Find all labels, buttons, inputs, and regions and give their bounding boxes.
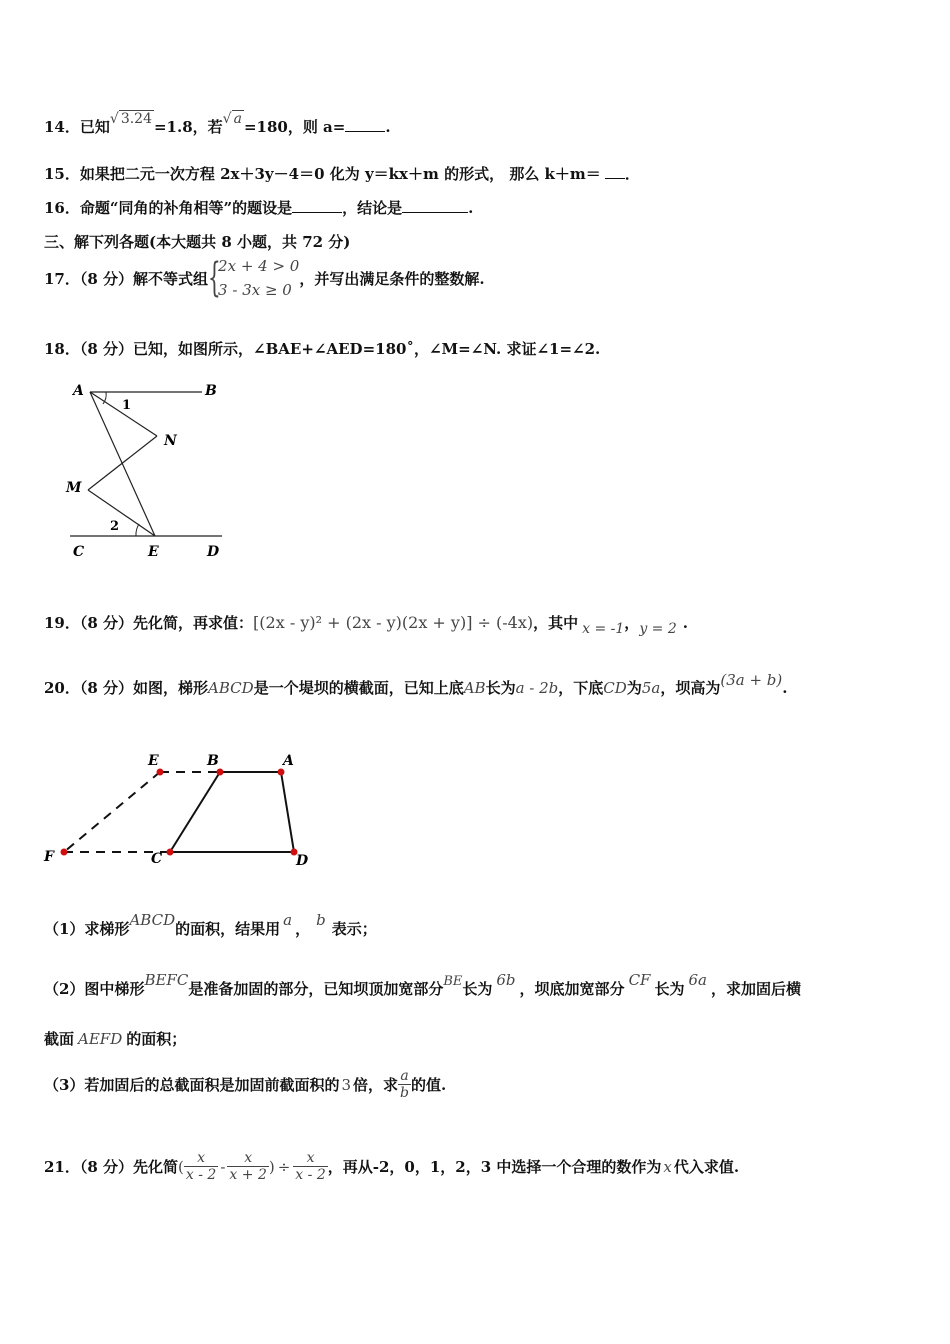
point-E <box>157 769 164 776</box>
label-F: F <box>44 849 54 865</box>
p2-be-value: 6b <box>496 971 516 989</box>
q20-cd-value: 5a <box>641 679 661 697</box>
p3-post: 的值. <box>410 1076 447 1094</box>
label-A: A <box>283 753 294 769</box>
point-F <box>61 849 68 856</box>
label-D: D <box>296 853 309 869</box>
p3-three: 3 <box>341 1075 351 1094</box>
p2-aefd: AEFD <box>78 1030 123 1048</box>
q14-mid2: =180，则 a= <box>243 118 346 136</box>
sqrt-a: √ a <box>222 111 242 127</box>
p2-cf: CF <box>628 971 651 989</box>
q14-post: . <box>385 118 391 136</box>
label-angle-2: 2 <box>110 519 120 534</box>
q19-post: . <box>682 614 688 632</box>
sqrt-3.24: √ 3.24 <box>109 111 152 127</box>
answer-blank <box>605 164 625 179</box>
label-E: E <box>148 753 159 769</box>
p2-t3: ，坝底加宽部分 <box>519 980 625 998</box>
q14-number: 14． <box>44 118 80 136</box>
q20-pre: 20．（8 分）如图，梯形 <box>44 679 209 697</box>
question-18: 18．（8 分）已知，如图所示，∠BAE+∠AED=180˚，∠M=∠N. 求证∠1=∠2. <box>44 340 601 358</box>
q19-y-value: y = 2 <box>639 621 677 637</box>
p2-t1: 是准备加固的部分，已知坝顶加宽部分 <box>188 980 444 998</box>
q16-post: . <box>468 199 474 217</box>
question-15 <box>44 163 640 184</box>
p2-t2: 长为 <box>462 980 493 998</box>
p2-line2-pre: 截面 <box>44 1030 75 1048</box>
question-21: 21．（8 分）先化简( $\frac{x}{x - 2}$ - $\frac{x}{x + 2}$ ) ÷ $\frac{x}{x - 2}$ ，再从-2，0，1，2，3 中选择一个合理的数作为 x 代入求值. <box>44 1150 740 1183</box>
q21-divide: ÷ <box>277 1157 291 1176</box>
p1-post: 表示； <box>331 920 377 938</box>
point-A <box>278 769 285 776</box>
answer-blank <box>292 198 342 213</box>
p2-line2-post: 的面积； <box>126 1030 187 1048</box>
p2-cf-value: 6a <box>688 971 707 989</box>
q19-pre: 19．（8 分）先化简，再求值： <box>44 614 254 632</box>
label-D: D <box>207 544 220 560</box>
q16-mid: ，结论是 <box>342 199 403 217</box>
p2-t5: ，求加固后横 <box>710 980 801 998</box>
q20-ab: AB <box>463 679 486 697</box>
line-NM <box>88 436 157 490</box>
q21-post1: ，再从-2，0，1，2，3 中选择一个合理的数作为 <box>327 1158 662 1176</box>
angle-arc-2 <box>136 524 139 536</box>
q19-expression: [(2x - y)² + (2x - y)(2x + y)] ÷ (-4x) <box>253 613 534 632</box>
q17-post: ，并写出满足条件的整数解. <box>299 269 485 288</box>
q20-abcd: ABCD <box>208 679 254 697</box>
q15-text: 15．如果把二元一次方程 2x＋3y－4＝0 化为 y＝kx＋m 的形式， 那么 k＋m＝ <box>44 165 601 183</box>
point-C <box>167 849 174 856</box>
label-N: N <box>164 433 177 449</box>
p1-abcd: ABCD <box>129 911 176 929</box>
p1-b: b <box>316 911 326 929</box>
label-B: B <box>205 383 217 399</box>
q20-t4: 为 <box>626 679 642 697</box>
q21-minus: - <box>220 1157 226 1176</box>
question-19 <box>44 612 688 637</box>
line-BC <box>170 772 220 852</box>
question-16 <box>44 197 473 218</box>
p1-a: a <box>283 911 293 929</box>
p3-mid: 倍，求 <box>353 1076 399 1094</box>
answer-blank <box>345 117 385 132</box>
label-M: M <box>66 480 82 496</box>
label-E: E <box>148 544 159 560</box>
label-C: C <box>73 544 85 560</box>
q19-mid: ，其中 <box>533 614 579 632</box>
label-angle-1: 1 <box>122 398 132 413</box>
q16-pre: 16．命题“同角的补角相等”的题设是 <box>44 199 293 217</box>
q20-height: (3a + b) <box>720 671 783 689</box>
q20-t3: ，下底 <box>558 679 604 697</box>
q21-post2: 代入求值. <box>673 1158 740 1176</box>
p2-be: BE <box>443 974 463 989</box>
fraction-1: $\frac{x}{x - 2}$ <box>185 1150 217 1183</box>
label-B: B <box>207 753 219 769</box>
label-A: A <box>73 383 84 399</box>
q20-t2: 长为 <box>485 679 516 697</box>
line-AD <box>281 772 294 852</box>
q15-post: ． <box>624 165 640 183</box>
q19-x-value: x = -1 <box>582 621 625 637</box>
question-14 <box>44 111 391 137</box>
q20-t5: ，坝高为 <box>660 679 721 697</box>
question-20-part-3 <box>44 1068 446 1101</box>
point-B <box>217 769 224 776</box>
q20-t1: 是一个堤坝的横截面，已知上底 <box>253 679 464 697</box>
p1-mid: 的面积，结果用 <box>175 920 281 938</box>
q21-x: x <box>663 1157 672 1176</box>
inequality-system: { 2x + 4 > 0 3 - 3x ≥ 0 <box>208 255 300 301</box>
figure-q18 <box>60 378 240 568</box>
p2-befc: BEFC <box>144 971 189 989</box>
q14-pre: 已知 <box>79 118 110 136</box>
p2-t4: 长为 <box>654 980 685 998</box>
q20-ab-value: a - 2b <box>515 679 559 697</box>
p2-pre: （2）图中梯形 <box>44 980 145 998</box>
q14-mid1: =1.8，若 <box>153 118 223 136</box>
p1-pre: （1）求梯形 <box>44 920 130 938</box>
q21-pre: 21．（8 分）先化简 <box>44 1158 179 1176</box>
question-20 <box>44 671 788 698</box>
answer-blank <box>402 198 468 213</box>
question-20-part-2-line-2 <box>44 1028 186 1049</box>
q20-post: . <box>782 679 788 697</box>
question-20-part-1 <box>44 911 377 939</box>
p3-pre: （3）若加固后的总截面积是加固前截面积的 <box>44 1076 340 1094</box>
figure-q20 <box>38 748 328 873</box>
q20-cd: CD <box>603 679 627 697</box>
fraction-2: $\frac{x}{x + 2}$ <box>229 1150 267 1183</box>
line-EF-dashed <box>64 772 160 852</box>
p1-sep: ， <box>295 920 311 938</box>
question-20-part-2 <box>44 971 801 999</box>
section-heading: 三、解下列各题(本大题共 8 小题，共 72 分) <box>44 233 351 251</box>
q17-pre: 17．（8 分）解不等式组 <box>44 269 209 288</box>
q19-sep: ， <box>624 614 640 632</box>
question-17 <box>44 254 485 302</box>
fraction-a-over-b: $\frac{a}{b}$ <box>400 1068 409 1101</box>
inequality-1: 2x + 4 > 0 <box>218 257 300 275</box>
label-C: C <box>151 851 163 867</box>
fraction-3: $\frac{x}{x - 2}$ <box>295 1150 326 1183</box>
inequality-2: 3 - 3x ≥ 0 <box>218 281 292 299</box>
